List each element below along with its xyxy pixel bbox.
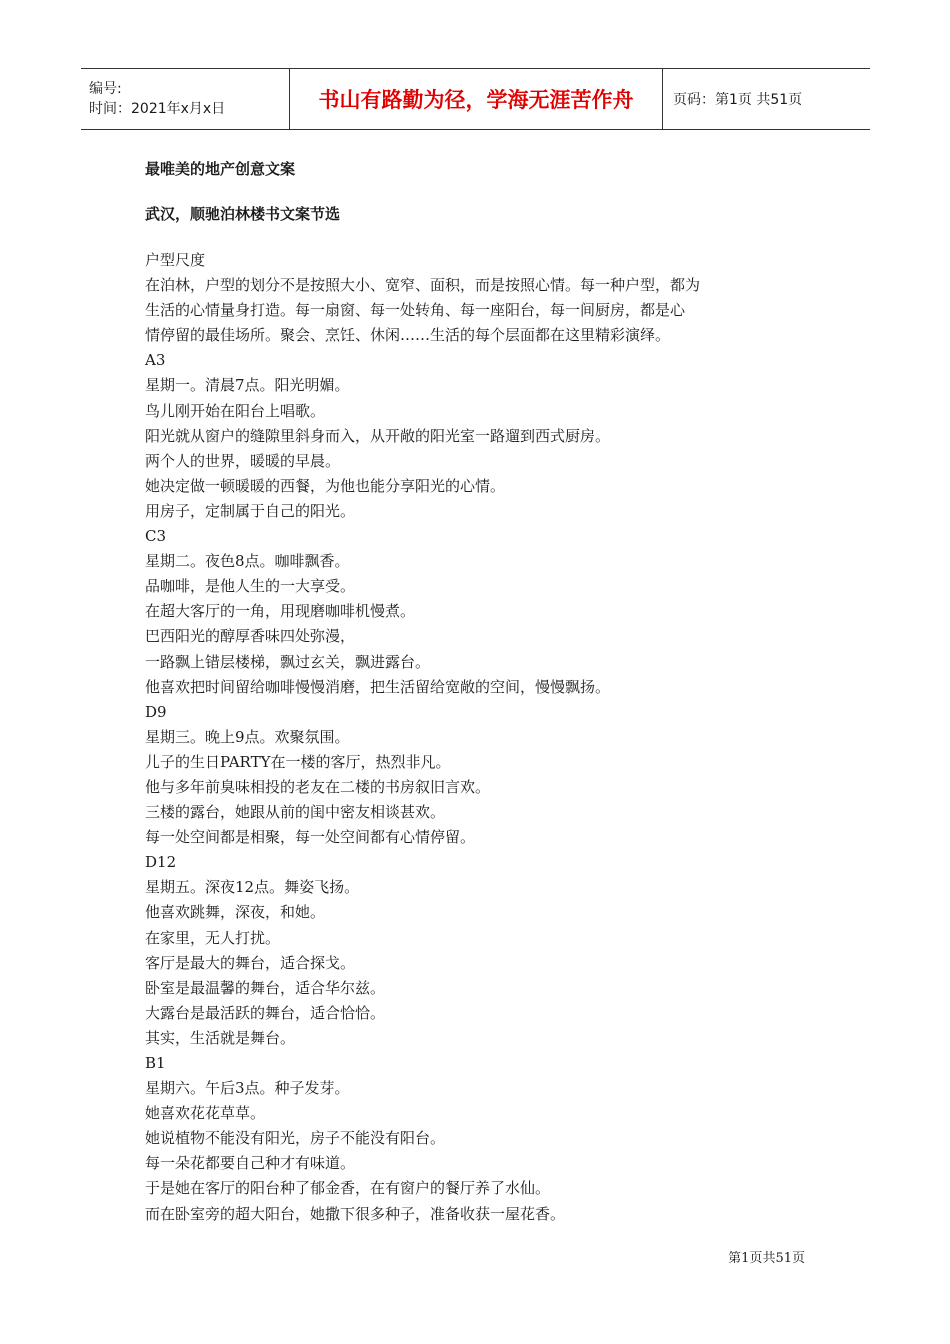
- body-line: 品咖啡，是他人生的一大享受。: [145, 577, 356, 596]
- body-line: 星期二。夜色8点。咖啡飘香。: [145, 552, 350, 571]
- body-line: D12: [145, 853, 177, 872]
- page-header: [81, 68, 870, 130]
- body-line: 星期六。午后3点。种子发芽。: [145, 1079, 350, 1098]
- body-line: 大露台是最活跃的舞台，适合恰恰。: [145, 1003, 386, 1022]
- body-line: 阳光就从窗户的缝隙里斜身而入，从开敞的阳光室一路遛到西式厨房。: [145, 426, 611, 445]
- header-page-code: [663, 69, 870, 129]
- document-date: 时间：2021年x月x日: [89, 101, 226, 117]
- body-line: 星期五。深夜12点。舞姿飞扬。: [145, 878, 360, 897]
- body-line: 鸟儿刚开始在阳台上唱歌。: [145, 401, 326, 420]
- page-footer: 第1页共51页: [728, 1251, 805, 1266]
- body-line: 一路飘上错层楼梯，飘过玄关，飘进露台。: [145, 652, 431, 671]
- body-line: 卧室是最温馨的舞台，适合华尔兹。: [145, 978, 386, 997]
- body-line: 她喜欢花花草草。: [145, 1104, 266, 1123]
- body-line: 两个人的世界，暖暖的早晨。: [145, 451, 341, 470]
- body-line: B1: [145, 1054, 166, 1072]
- body-line: 她说植物不能没有阳光，房子不能没有阳台。: [145, 1129, 446, 1148]
- document-title: 最唯美的地产创意文案: [145, 160, 296, 178]
- body-line: 客厅是最大的舞台，适合探戈。: [145, 953, 356, 972]
- body-line: 他喜欢跳舞，深夜，和她。: [145, 903, 326, 922]
- body-line: 三楼的露台，她跟从前的闺中密友相谈甚欢。: [145, 803, 446, 822]
- body-line: D9: [145, 702, 167, 721]
- body-line: 在泊林，户型的划分不是按照大小、宽窄、面积，而是按照心情。每一种户型，都为: [145, 276, 701, 295]
- header-meta: [81, 69, 290, 129]
- body-line: 而在卧室旁的超大阳台，她撒下很多种子，准备收获一屋花香。: [145, 1204, 566, 1223]
- body-line: 用房子，定制属于自己的阳光。: [145, 501, 356, 520]
- motto-text: 书山有路勤为径，学海无涯苦作舟: [318, 87, 634, 112]
- body-line: 在家里，无人打扰。: [145, 928, 281, 947]
- body-line: 其实，生活就是舞台。: [145, 1028, 296, 1047]
- header-motto: [290, 69, 663, 129]
- body-line: 星期一。清晨7点。阳光明媚。: [145, 376, 350, 395]
- body-line: 他喜欢把时间留给咖啡慢慢消磨，把生活留给宽敞的空间，慢慢飘扬。: [145, 677, 611, 696]
- body-line: 他与多年前臭味相投的老友在二楼的书房叙旧言欢。: [145, 777, 491, 796]
- body-line: 巴西阳光的醇厚香味四处弥漫，: [145, 627, 356, 646]
- body-line: 星期三。晚上9点。欢聚氛围。: [145, 727, 350, 746]
- body-line: 她决定做一顿暖暖的西餐，为他也能分享阳光的心情。: [145, 476, 506, 495]
- body-text: [145, 248, 825, 1227]
- document-number-label: 编号:: [89, 81, 122, 97]
- body-line: 儿子的生日PARTY在一楼的客厅，热烈非凡。: [145, 752, 451, 771]
- page-code-text: 页码：第1页 共51页: [673, 92, 803, 108]
- body-line: 每一朵花都要自己种才有味道。: [145, 1154, 356, 1173]
- body-line: 于是她在客厅的阳台种了郁金香，在有窗户的餐厅养了水仙。: [145, 1179, 551, 1198]
- body-line: 户型尺度: [145, 251, 206, 269]
- body-line: 情停留的最佳场所。聚会、烹饪、休闲……生活的每个层面都在这里精彩演绎。: [145, 326, 671, 345]
- body-line: 每一处空间都是相聚，每一处空间都有心情停留。: [145, 828, 476, 847]
- body-line: C3: [145, 527, 167, 546]
- body-line: 在超大客厅的一角，用现磨咖啡机慢煮。: [145, 602, 416, 621]
- body-line: 生活的心情量身打造。每一扇窗、每一处转角、每一座阳台，每一间厨房，都是心: [145, 301, 686, 320]
- body-line: A3: [145, 351, 166, 370]
- document-subtitle: 武汉，顺驰泊林楼书文案节选: [145, 205, 341, 223]
